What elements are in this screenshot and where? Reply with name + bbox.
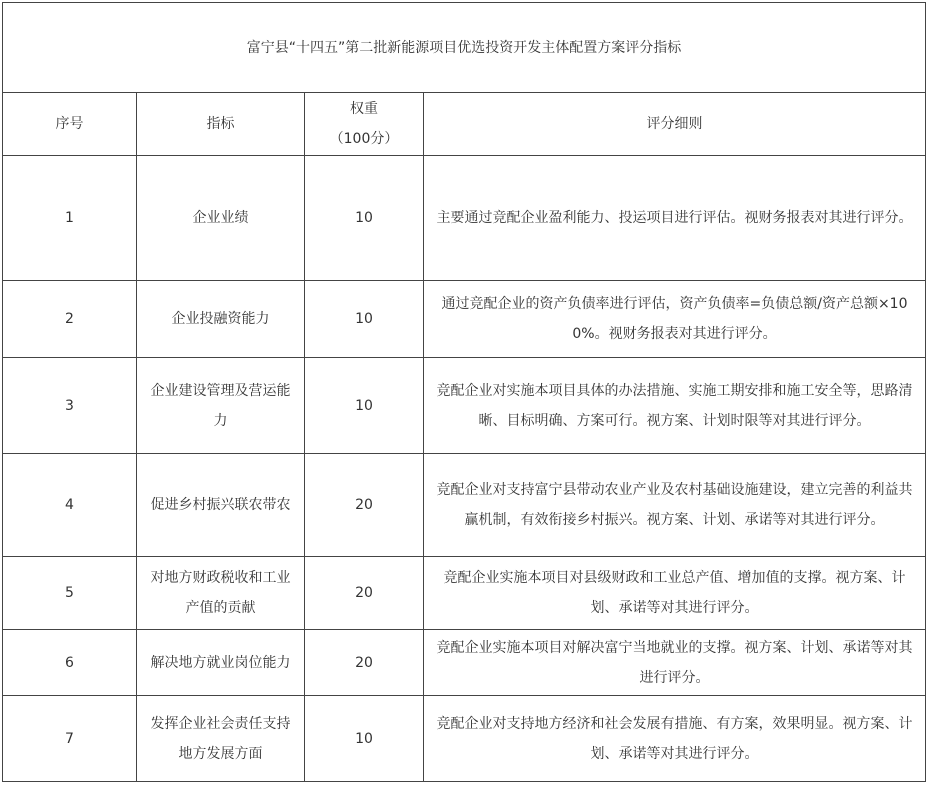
row-weight: 10 [305, 281, 424, 358]
row-weight: 20 [305, 454, 424, 557]
table-title: 富宁县“十四五”第二批新能源项目优选投资开发主体配置方案评分指标 [3, 3, 926, 93]
row-no: 7 [3, 696, 137, 782]
row-no: 3 [3, 358, 137, 454]
title-row [3, 3, 926, 93]
row-no: 1 [3, 156, 137, 281]
header-weight-line2: （100分） [329, 131, 399, 147]
row-indicator: 企业投融资能力 [137, 281, 305, 358]
row-rules: 竞配企业对实施本项目具体的办法措施、实施工期安排和施工安全等，思路清晰、目标明确、方案可行。视方案、计划时限等对其进行评分。 [424, 358, 926, 454]
row-indicator: 发挥企业社会责任支持地方发展方面 [137, 696, 305, 782]
row-no: 5 [3, 557, 137, 630]
header-rules: 评分细则 [424, 93, 926, 156]
row-indicator: 解决地方就业岗位能力 [137, 630, 305, 696]
row-rules: 竞配企业实施本项目对解决富宁当地就业的支撑。视方案、计划、承诺等对其进行评分。 [424, 630, 926, 696]
table-row [3, 358, 926, 454]
header-weight [305, 93, 424, 156]
header-weight-line1: 权重 [350, 101, 378, 117]
row-rules: 竞配企业实施本项目对县级财政和工业总产值、增加值的支撑。视方案、计划、承诺等对其进行评分。 [424, 557, 926, 630]
row-indicator: 企业业绩 [137, 156, 305, 281]
row-weight: 10 [305, 156, 424, 281]
row-weight: 20 [305, 630, 424, 696]
table-row [3, 557, 926, 630]
row-indicator: 企业建设管理及营运能力 [137, 358, 305, 454]
table-row [3, 156, 926, 281]
row-rules: 主要通过竞配企业盈利能力、投运项目进行评估。视财务报表对其进行评分。 [424, 156, 926, 281]
row-rules: 竞配企业对支持富宁县带动农业产业及农村基础设施建设，建立完善的利益共赢机制，有效衔接乡村振兴。视方案、计划、承诺等对其进行评分。 [424, 454, 926, 557]
row-weight: 10 [305, 358, 424, 454]
table-row [3, 454, 926, 557]
table-row [3, 630, 926, 696]
row-indicator: 对地方财政税收和工业产值的贡献 [137, 557, 305, 630]
row-no: 2 [3, 281, 137, 358]
row-no: 6 [3, 630, 137, 696]
row-weight: 20 [305, 557, 424, 630]
scoring-table [2, 2, 926, 782]
row-no: 4 [3, 454, 137, 557]
row-indicator: 促进乡村振兴联农带农 [137, 454, 305, 557]
header-row [3, 93, 926, 156]
table-row [3, 696, 926, 782]
row-rules: 通过竞配企业的资产负债率进行评估，资产负债率=负债总额/资产总额×100%。视财务报表对其进行评分。 [424, 281, 926, 358]
row-rules: 竞配企业对支持地方经济和社会发展有措施、有方案，效果明显。视方案、计划、承诺等对其进行评分。 [424, 696, 926, 782]
row-weight: 10 [305, 696, 424, 782]
table-row [3, 281, 926, 358]
header-no: 序号 [3, 93, 137, 156]
header-indicator: 指标 [137, 93, 305, 156]
